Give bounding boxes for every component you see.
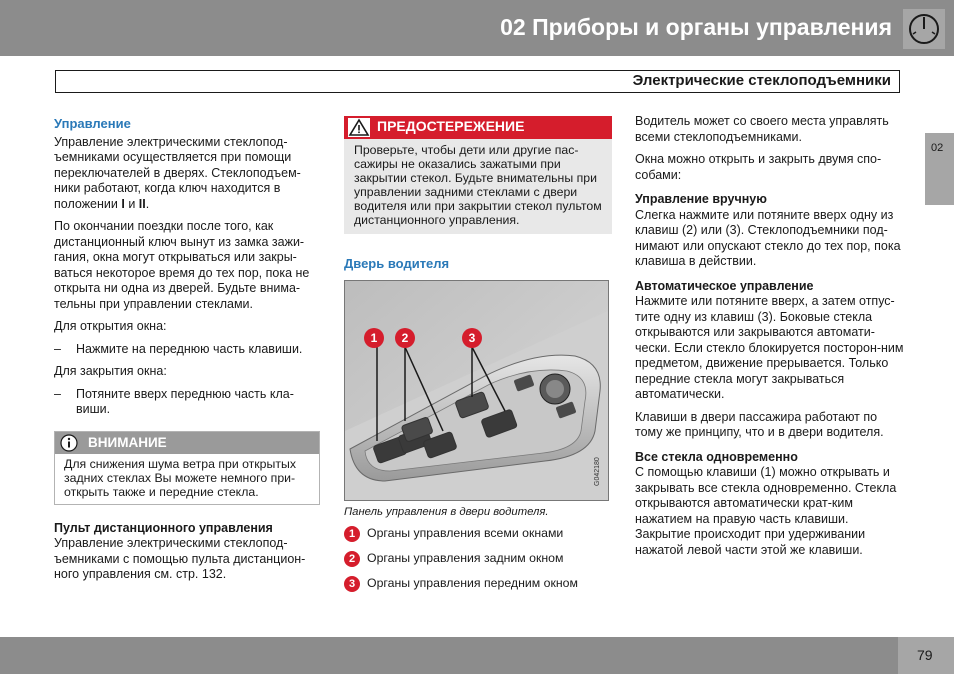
page-number: 79 (917, 647, 933, 663)
legend-text: Органы управления передним окном (367, 576, 578, 590)
legend-text: Органы управления задним окном (367, 551, 564, 565)
column-middle (344, 116, 612, 601)
column-right (635, 114, 905, 565)
paragraph-all-windows: С помощью клавиши (1) можно открывать и закрывать все стекла одновременно. Стекла открываются автоматически крат-ким нажатием на правую часть клавиши. Закрытие происходит при удерживании нажатой левой части этой же клавиши. (635, 465, 897, 557)
legend-item (344, 576, 612, 601)
footer-bar (0, 637, 954, 674)
legend-number: 3 (344, 576, 360, 592)
warning-triangle-icon (348, 118, 370, 142)
notice-text: Для снижения шума ветра при открытых задних стеклах Вы можете немного при-открыть также и передние стекла. (64, 456, 296, 499)
paragraph-auto: Нажмите или потяните вверх, а затем отпус-тите одну из клавиш (3). Боковые стекла открываются или закрываются автомати-чески. Если стекло блокируется посторон-ним предметом, движение прерывается. Только передние стекла могут закрываться автоматически. (635, 294, 904, 401)
info-icon (60, 434, 78, 457)
notice-box (54, 431, 320, 505)
paragraph-passenger: Клавиши в двери пассажира работают по тому же принципу, что и в двери водителя. (635, 409, 884, 439)
heading-driver-door: Дверь водителя (344, 256, 450, 271)
paragraph-driver-controls: Водитель может со своего места управлять всеми стеклоподъемниками. (635, 114, 889, 144)
chapter-title: 02 Приборы и органы управления (500, 14, 892, 40)
heading-control: Управление (54, 116, 131, 131)
key-position-1: I (121, 196, 125, 211)
page-number-box (898, 637, 954, 674)
open-step: Нажмите на переднюю часть клавиши. (76, 341, 303, 356)
legend-text: Органы управления всеми окнами (367, 526, 564, 540)
section-header (55, 70, 900, 93)
figure-caption: Панель управления в двери водителя. (344, 505, 549, 518)
close-label: Для закрытия окна: (54, 364, 167, 378)
chapter-tab[interactable] (925, 133, 954, 205)
column-left (54, 116, 320, 590)
section-title: Электрические стеклоподъемники (632, 72, 891, 89)
door-panel-illustration (344, 280, 609, 501)
intro-end: . (145, 196, 150, 211)
paragraph-intro (54, 135, 320, 213)
gauge-icon (903, 9, 945, 49)
intro-text: Управление электрическими стеклопод-ъемниками осуществляется при помощи переключателей в дверях. Стеклоподъем-ники работают, когда ключ находится в положении (54, 134, 301, 211)
list-item-close (54, 387, 320, 418)
heading-manual: Управление вручную (635, 192, 767, 206)
warning-box (344, 116, 612, 234)
warning-title: ПРЕДОСТЕРЕЖЕНИЕ (377, 118, 525, 134)
open-label: Для открытия окна: (54, 319, 167, 333)
heading-remote: Пульт дистанционного управления (54, 520, 273, 535)
notice-title: ВНИМАНИЕ (88, 434, 167, 450)
intro-and: и (124, 196, 139, 211)
paragraph-remote: Управление электрическими стеклопод-ъемниками с помощью пульта дистанцион-ного управления см. стр. 132. (54, 536, 306, 581)
figure-code: G042180 (594, 456, 601, 486)
paragraph-two-ways: Окна можно открыть и закрыть двумя спо-собами: (635, 152, 882, 182)
legend-number: 2 (344, 551, 360, 567)
svg-text:3: 3 (468, 330, 476, 345)
callout-2 (395, 328, 415, 348)
notice-header (55, 432, 319, 454)
warning-header (344, 116, 612, 139)
close-step: Потяните вверх переднюю часть кла-виши. (76, 386, 294, 416)
callout-3 (462, 328, 482, 348)
heading-all-windows: Все стекла одновременно (635, 449, 798, 464)
paragraph-manual: Слегка нажмите или потяните вверх одну из клавиш (2) или (3). Стеклоподъемники под-нимают или опускают стекло до тех пор, пока клавиша в действии. (635, 207, 901, 268)
dash-bullet: – (54, 341, 61, 356)
list-item-open (54, 342, 320, 358)
callout-1 (364, 328, 384, 348)
warning-text: Проверьте, чтобы дети или другие пас-сажиры не оказались зажатыми при закрытии стекол. Будьте внимательны при управлении задними стеклами с двери водителя или при закрытии стекол пультом дистанционного управления. (354, 143, 602, 227)
svg-text:1: 1 (370, 330, 378, 345)
legend-number: 1 (344, 526, 360, 542)
legend-item (344, 551, 612, 576)
legend-item (344, 526, 612, 551)
key-position-2: II (138, 196, 146, 211)
svg-text:2: 2 (401, 330, 409, 345)
heading-auto: Автоматическое управление (635, 278, 814, 293)
chapter-tab-label: 02 (931, 142, 944, 154)
paragraph-after-trip: По окончании поездки после того, как дистанционный ключ вынут из замка зажи-гания, окна могут открываться или закры-ваться некоторое время до тех пор, пока не открыта ни одна из дверей. Будьте внима-тельны при управлении стеклами. (54, 219, 310, 311)
dash-bullet: – (54, 386, 61, 401)
